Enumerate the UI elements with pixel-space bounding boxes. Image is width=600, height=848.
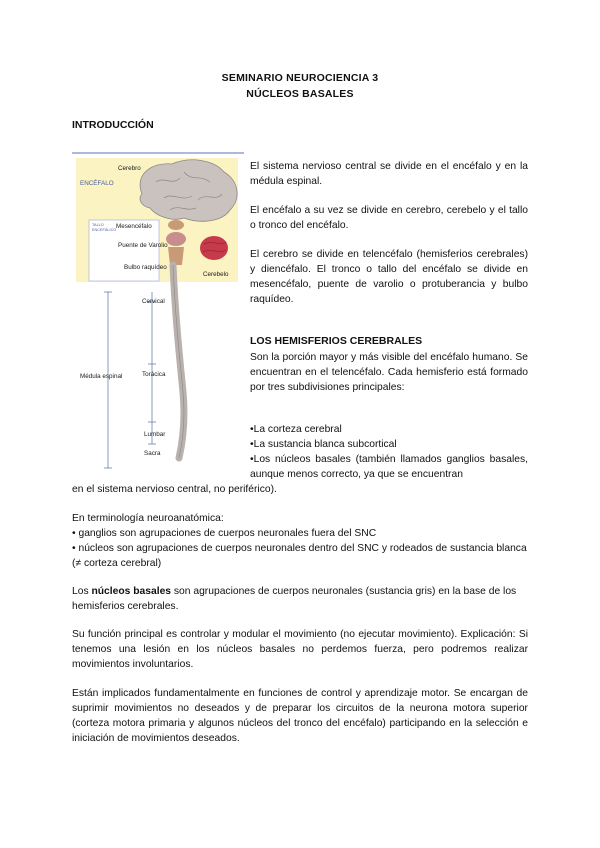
label-bulbo: Bulbo raquídeo xyxy=(124,264,167,271)
nervous-system-figure xyxy=(72,152,244,470)
list-item: •La corteza cerebral xyxy=(250,424,342,435)
nucleos-post: son agrupaciones de cuerpos neuronales (sustancia gris) en la base de los hemisferios cerebrales. xyxy=(72,586,517,612)
label-sacra: Sacra xyxy=(144,450,161,457)
list-item: •La sustancia blanca subcortical xyxy=(250,439,397,450)
section-heading-hemisferios: LOS HEMISFERIOS CEREBRALES xyxy=(250,335,423,347)
terminologia-item-1: • ganglios son agrupaciones de cuerpos neuronales fuera del SNC xyxy=(72,528,377,539)
terminologia-intro: En terminología neuroanatómica: xyxy=(72,513,224,524)
nucleos-basales-definition xyxy=(72,584,528,614)
hemisferios-paragraph: Son la porción mayor y más visible del encéfalo humano. Se encuentran en el telencéfalo. Cada hemisferio está formado por tres subdivisiones principales: xyxy=(250,352,528,393)
label-cerebelo: Cerebelo xyxy=(203,271,229,278)
terminologia-item-2: • núcleos son agrupaciones de cuerpos neuronales dentro del SNC y rodeados de sustancia blanca (≠ corteza cerebral) xyxy=(72,543,527,569)
section-heading-intro: INTRODUCCIÓN xyxy=(72,119,154,131)
label-cerebro: Cerebro xyxy=(118,165,141,172)
label-medula-espinal: Médula espinal xyxy=(80,373,123,380)
document-title-line1: SEMINARIO NEUROCIENCIA 3 xyxy=(221,72,379,84)
cerebelo-shape xyxy=(200,236,228,260)
label-lumbar: Lumbar xyxy=(144,431,166,438)
label-toracica: Torácica xyxy=(142,371,166,378)
label-encefalo: ENCÉFALO xyxy=(80,180,114,187)
nucleos-bold-term: núcleos basales xyxy=(91,586,172,597)
hemisferios-list-continuation: en el sistema nervioso central, no periférico). xyxy=(72,484,277,495)
figure-illustration xyxy=(72,152,244,470)
label-tallo-encefalico: TALLO ENCEFÁLICO xyxy=(92,223,117,232)
nucleos-pre: Los xyxy=(72,586,92,597)
bulbo-shape xyxy=(168,247,184,265)
intro-paragraph-2: El encéfalo a su vez se divide en cerebro, cerebelo y el tallo o tronco del encéfalo. xyxy=(250,205,528,231)
funcion-paragraph: Su función principal es controlar y modular el movimiento (no ejecutar movimiento). Explicación: Si tenemos una lesión en los núcleos basales no perdemos fuerza, pero podremos realizar movimientos involuntarios. xyxy=(72,629,528,670)
intro-paragraph-1: El sistema nervioso central se divide en el encéfalo y en la médula espinal. xyxy=(250,161,528,187)
puente-shape xyxy=(166,232,186,246)
document-title-line2: NÚCLEOS BASALES xyxy=(246,88,354,100)
mesencefalo-shape xyxy=(168,220,184,230)
label-mesencefalo: Mesencéfalo xyxy=(116,223,152,230)
implicados-paragraph: Están implicados fundamentalmente en funciones de control y aprendizaje motor. Se encargan de suprimir movimientos no deseados y de preparar los circuitos de la neurona motora superior (corteza motora primaria y algunos núcleos del tronco del encéfalo) participando en la selección e iniciación de movimientos deseados. xyxy=(72,688,528,744)
intro-paragraph-3: El cerebro se divide en telencéfalo (hemisferios cerebrales) y diencéfalo. El tronco o tallo del encéfalo se divide en mesencéfalo, puente de varolio o protuberancia y bulbo raquídeo. xyxy=(250,249,528,305)
list-item: •Los núcleos basales (también llamados ganglios basales, aunque menos correcto, ya que se encuentran xyxy=(250,454,528,480)
label-puente: Puente de Varolio xyxy=(118,242,168,249)
label-cervical: Cervical xyxy=(142,298,165,305)
